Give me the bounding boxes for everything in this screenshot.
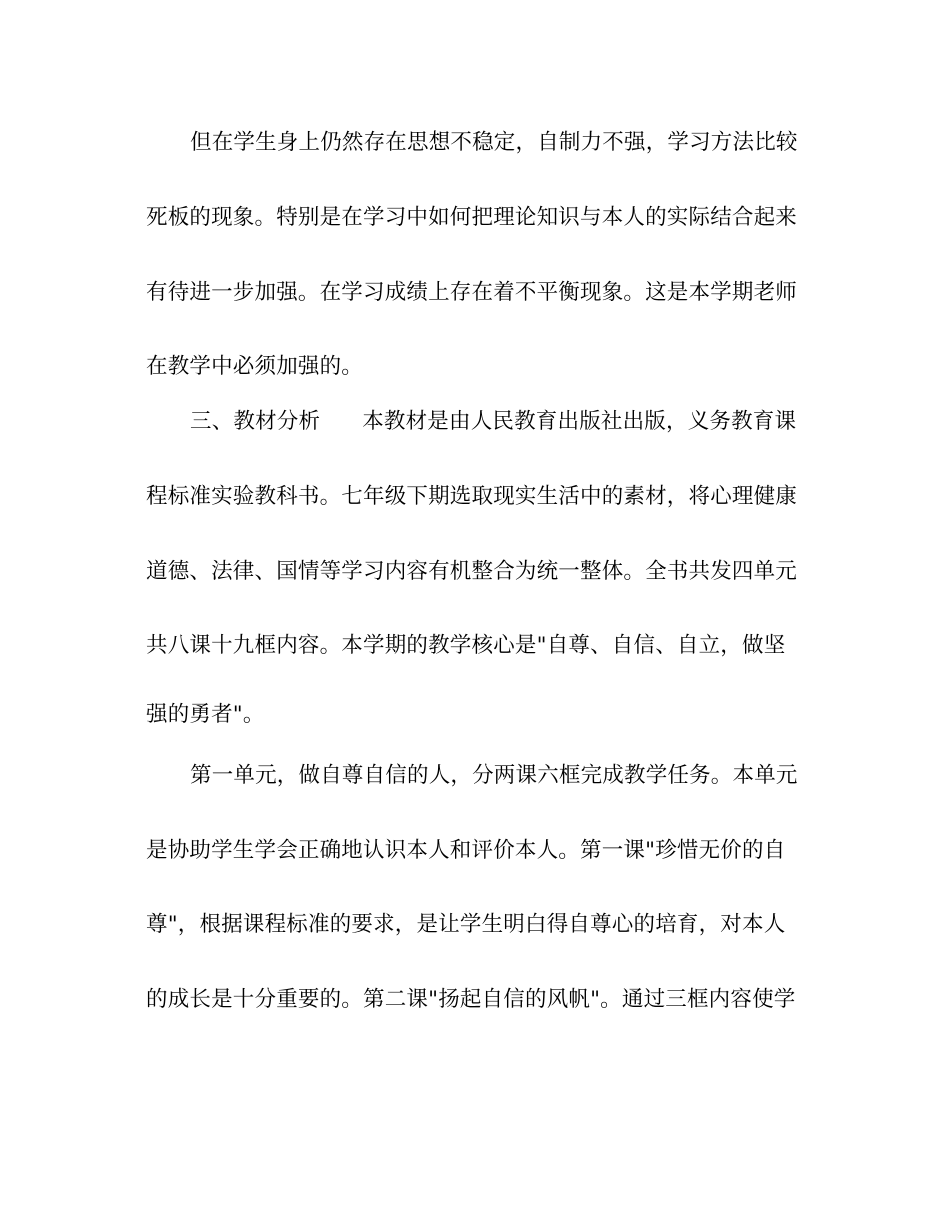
paragraph-line-4: 在教学中必须加强的。 <box>146 354 364 379</box>
section-heading-line <box>190 407 850 437</box>
paragraph-line-11: 是协助学生学会正确地认识本人和评价本人。第一课"珍惜无价的自 <box>146 838 786 863</box>
paragraph-line-10: 第一单元，做自尊自信的人，分两课六框完成教学任务。本单元 <box>190 763 798 788</box>
section-first-line: 本教材是由人民教育出版社出版，义务教育课 <box>362 409 797 434</box>
paragraph-line-3: 有待进一步加强。在学习成绩上存在着不平衡现象。这是本学期老师 <box>146 280 798 305</box>
paragraph-line-8: 共八课十九框内容。本学期的教学核心是"自尊、自信、自立，做坚 <box>146 633 786 658</box>
paragraph-line-7: 道德、法律、国情等学习内容有机整合为统一整体。全书共发四单元 <box>146 559 798 584</box>
paragraph-line-12: 尊"，根据课程标准的要求，是让学生明白得自尊心的培育，对本人 <box>146 912 786 937</box>
paragraph-line-9: 强的勇者"。 <box>146 702 265 727</box>
paragraph-line-13: 的成长是十分重要的。第二课"扬起自信的风帆"。通过三框内容使学 <box>146 987 796 1012</box>
paragraph-line-6: 程标准实验教科书。七年级下期选取现实生活中的素材，将心理健康 <box>146 484 798 509</box>
paragraph-line-1: 但在学生身上仍然存在思想不稳定，自制力不强，学习方法比较 <box>190 130 798 155</box>
section-heading: 三、教材分析 <box>190 409 321 434</box>
paragraph-line-2: 死板的现象。特别是在学习中如何把理论知识与本人的实际结合起来 <box>146 205 798 230</box>
